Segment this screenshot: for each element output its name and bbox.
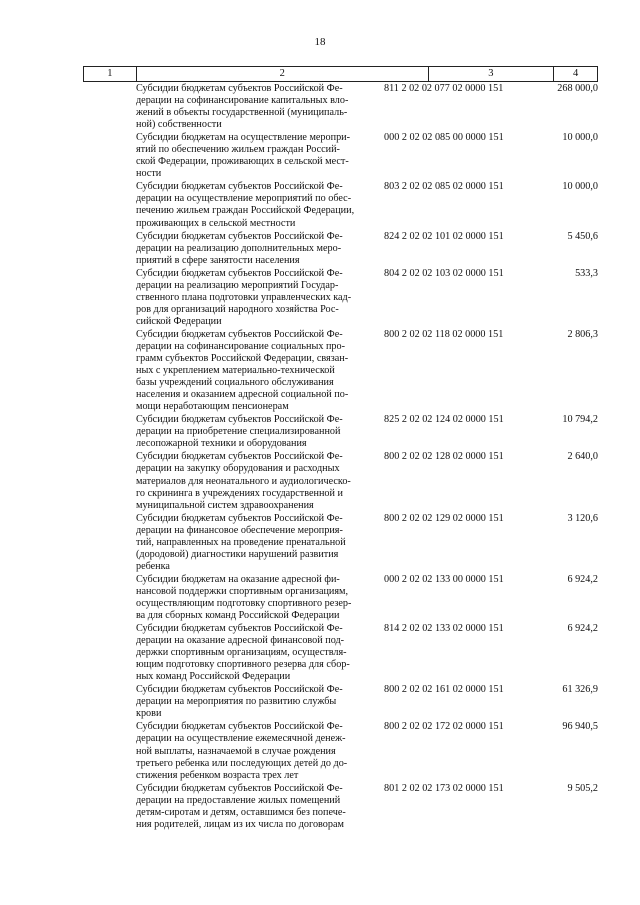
row-amount: 268 000,0 (557, 83, 598, 94)
table-row (136, 231, 598, 267)
row-description: Субсидии бюджетам субъектов Российской Фе- дерации на оказание адресной финансовой под- держки спортивным организациям, осуществля- ющим подготовку спортивного резерва для сбор- ных команд Российской Федерации (136, 623, 350, 683)
table-row (136, 684, 598, 720)
row-code: 000 2 02 02 085 00 0000 151 (384, 132, 504, 144)
row-amount: 533,3 (575, 267, 598, 279)
header-col-4: 4 (572, 68, 579, 79)
table-row (136, 783, 598, 831)
table-row (136, 329, 598, 413)
header-col-1: 1 (84, 67, 137, 81)
row-description: Субсидии бюджетам субъектов Российской Фе- дерации на осуществление мероприятий по обес- печению жильем граждан Российской Федерации, проживающих в сельской местности (136, 181, 355, 229)
row-amount: 6 924,2 (567, 573, 598, 585)
row-code: 803 2 02 02 085 02 0000 151 (384, 181, 504, 193)
table-body (136, 83, 598, 832)
table-header (83, 66, 598, 82)
row-amount: 2 806,3 (567, 328, 598, 340)
table-row (136, 721, 598, 781)
table-row (136, 513, 598, 573)
row-amount: 96 940,5 (562, 721, 598, 733)
row-code: 800 2 02 02 172 02 0000 151 (384, 721, 504, 733)
row-description: Субсидии бюджетам субъектов Российской Фе- дерации на осуществление ежемесячной денеж- ной выплаты, назначаемой в случае рождения третьего ребенка или последующих детей до до- стижения ребенком возраста трех лет (136, 721, 348, 781)
header-col-2: 2 (137, 67, 429, 81)
row-description: Субсидии бюджетам субъектов Российской Фе- дерации на предоставление жилых помещений детям-сиротам и детям, оставшимся без попече- ния родителей, лицам из их числа по договорам (136, 782, 346, 830)
row-code: 800 2 02 02 161 02 0000 151 (384, 684, 504, 696)
row-code: 825 2 02 02 124 02 0000 151 (384, 414, 504, 426)
table-row (136, 268, 598, 328)
row-description: Субсидии бюджетам субъектов Российской Фе- дерации на закупку оборудования и расходных материалов для неонатального и аудиологическо- го скрининга в учреждениях государственной и муниципальной систем здравоохранения (136, 451, 351, 511)
row-description: Субсидии бюджетам субъектов Российской Фе- дерации на финансовое обеспечение мероприя- тий, направленных на проведение пренатальной (дородовой) диагностики нарушений развития ребенка (136, 512, 346, 572)
table-row (136, 623, 598, 683)
row-amount: 3 120,6 (567, 512, 598, 524)
row-code: 814 2 02 02 133 02 0000 151 (384, 623, 504, 635)
header-col-3: 3 (429, 67, 555, 81)
table-row (136, 451, 598, 511)
row-amount: 5 450,6 (567, 230, 598, 242)
row-code: 801 2 02 02 173 02 0000 151 (384, 782, 504, 794)
table-row (136, 181, 598, 229)
row-amount: 9 505,2 (567, 782, 598, 794)
row-description: Субсидии бюджетам на оказание адресной фи- нансовой поддержки спортивным организациям, осуществляющим подготовку спортивного резер- ва для сборных команд Российской Федерации (136, 573, 352, 622)
row-amount: 6 924,2 (567, 623, 598, 635)
row-code: 804 2 02 02 103 02 0000 151 (384, 267, 504, 279)
row-amount: 10 000,0 (562, 181, 598, 193)
row-amount: 61 326,9 (562, 684, 598, 696)
row-amount: 10 000,0 (562, 132, 598, 144)
row-description: Субсидии бюджетам субъектов Российской Фе- дерации на софинансирование капитальных вло- жений в объекты государственной (муниципаль- ной) собственности (136, 83, 349, 131)
row-description: Субсидии бюджетам субъектов Российской Фе- дерации на приобретение специализированной лесопожарной техники и оборудования (136, 414, 343, 450)
row-description: Субсидии бюджетам субъектов Российской Фе- дерации на мероприятия по развитию службы крови (136, 684, 343, 720)
row-code: 800 2 02 02 128 02 0000 151 (384, 451, 504, 463)
row-code: 000 2 02 02 133 00 0000 151 (384, 573, 504, 585)
row-amount: 10 794,2 (562, 414, 598, 426)
table-row (136, 414, 598, 450)
row-amount: 2 640,0 (567, 451, 598, 463)
row-description: Субсидии бюджетам субъектов Российской Фе- дерации на софинансирование социальных про- грамм субъектов Российской Федерации, связан- ных с укреплением материально-технической базы учреждений социального обслуживания населения и оказанием адресной социальной по- мощи неработающим пенсионерам (136, 328, 349, 413)
page-number: 18 (314, 36, 326, 48)
table-row (136, 574, 598, 622)
row-code: 800 2 02 02 129 02 0000 151 (384, 512, 504, 524)
row-description: Субсидии бюджетам на осуществление меропри- ятий по обеспечению жильем граждан Россий- ской Федерации, проживающих в сельской мест- ности (136, 132, 351, 180)
row-description: Субсидии бюджетам субъектов Российской Фе- дерации на реализацию дополнительных меро- приятий в сфере занятости населения (136, 230, 343, 266)
row-code: 811 2 02 02 077 02 0000 151 (384, 83, 504, 94)
row-code: 824 2 02 02 101 02 0000 151 (384, 230, 504, 242)
table-row (136, 83, 598, 131)
table-row (136, 132, 598, 180)
row-code: 800 2 02 02 118 02 0000 151 (384, 328, 504, 340)
row-description: Субсидии бюджетам субъектов Российской Фе- дерации на реализацию мероприятий Государ- ственного плана подготовки управленческих кад- ров для организаций народного хозяйства Рос- сийской Федерации (136, 267, 352, 327)
